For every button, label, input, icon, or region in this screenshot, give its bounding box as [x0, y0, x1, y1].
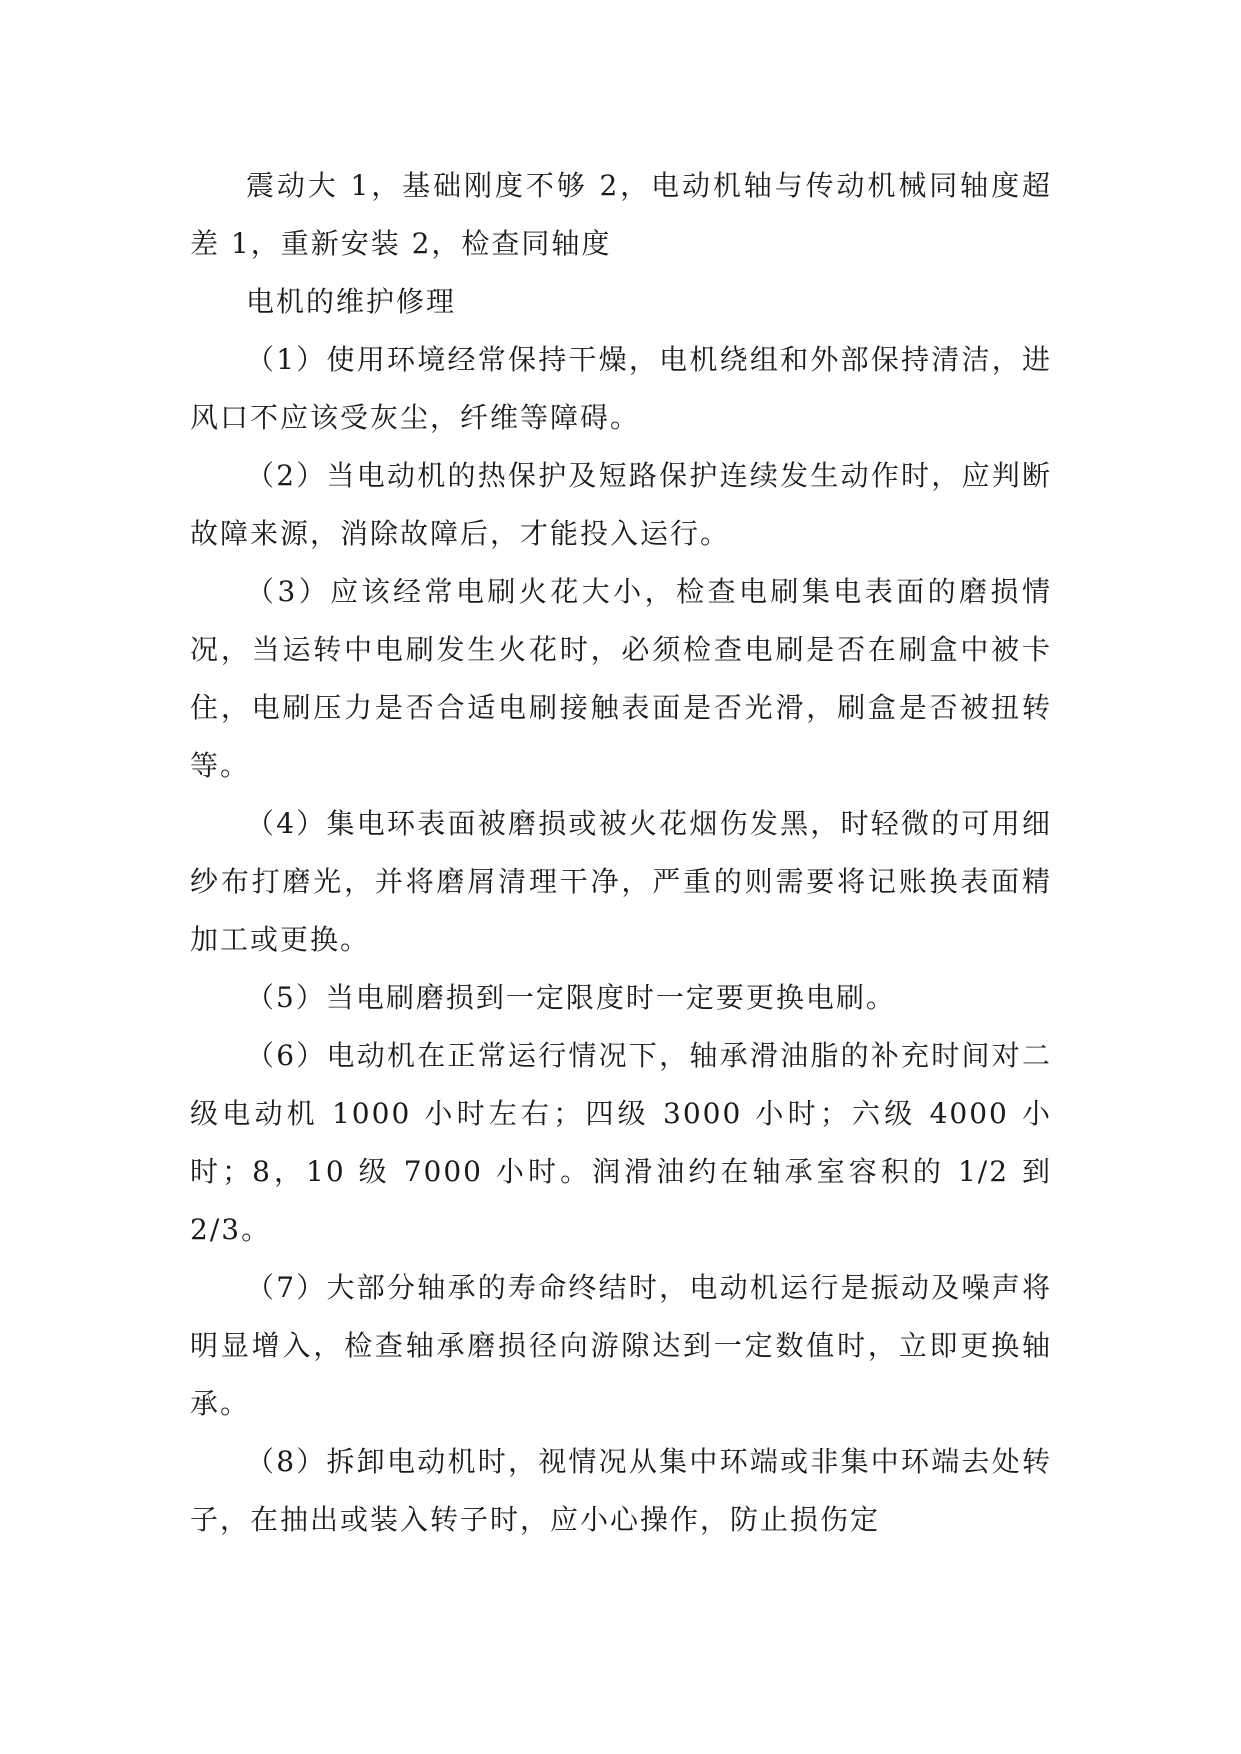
paragraph-item-1: （1）使用环境经常保持干燥，电机绕组和外部保持清洁，进风口不应该受灰尘，纤维等障碍。 [190, 343, 1052, 434]
paragraph-item-3: （3）应该经常电刷火花大小，检查电刷集电表面的磨损情况，当运转中电刷发生火花时，必须检查电刷是否在刷盒中被卡住，电刷压力是否合适电刷接触表面是否光滑，刷盒是否被扭转等。 [190, 575, 1052, 782]
section-heading-maintenance: 电机的维护修理 [246, 285, 457, 318]
paragraph-item-7: （7）大部分轴承的寿命终结时，电动机运行是振动及噪声将明显增入，检查轴承磨损径向游隙达到一定数值时，立即更换轴承。 [190, 1271, 1052, 1420]
document-body [190, 157, 1052, 1549]
paragraph-item-2: （2）当电动机的热保护及短路保护连续发生动作时，应判断故障来源，消除故障后，才能投入运行。 [190, 459, 1052, 550]
paragraph-item-5: （5）当电刷磨损到一定限度时一定要更换电刷。 [246, 981, 896, 1014]
paragraph-item-6: （6）电动机在正常运行情况下，轴承滑油脂的补充时间对二级电动机 1000 小时左右；四级 3000 小时；六级 4000 小时；8，10 级 7000 小时。润滑油约在轴承室容积的 1/2 到 2/3。 [190, 1039, 1052, 1246]
paragraph-item-8: （8）拆卸电动机时，视情况从集中环端或非集中环端去处转子，在抽出或装入转子时，应小心操作，防止损伤定 [190, 1445, 1052, 1536]
paragraph-item-4: （4）集电环表面被磨损或被火花烟伤发黑，时轻微的可用细纱布打磨光，并将磨屑清理干净，严重的则需要将记账换表面精加工或更换。 [190, 807, 1052, 956]
paragraph-vibration-fault: 震动大 1，基础刚度不够 2，电动机轴与传动机械同轴度超差 1，重新安装 2，检查同轴度 [190, 169, 1052, 260]
